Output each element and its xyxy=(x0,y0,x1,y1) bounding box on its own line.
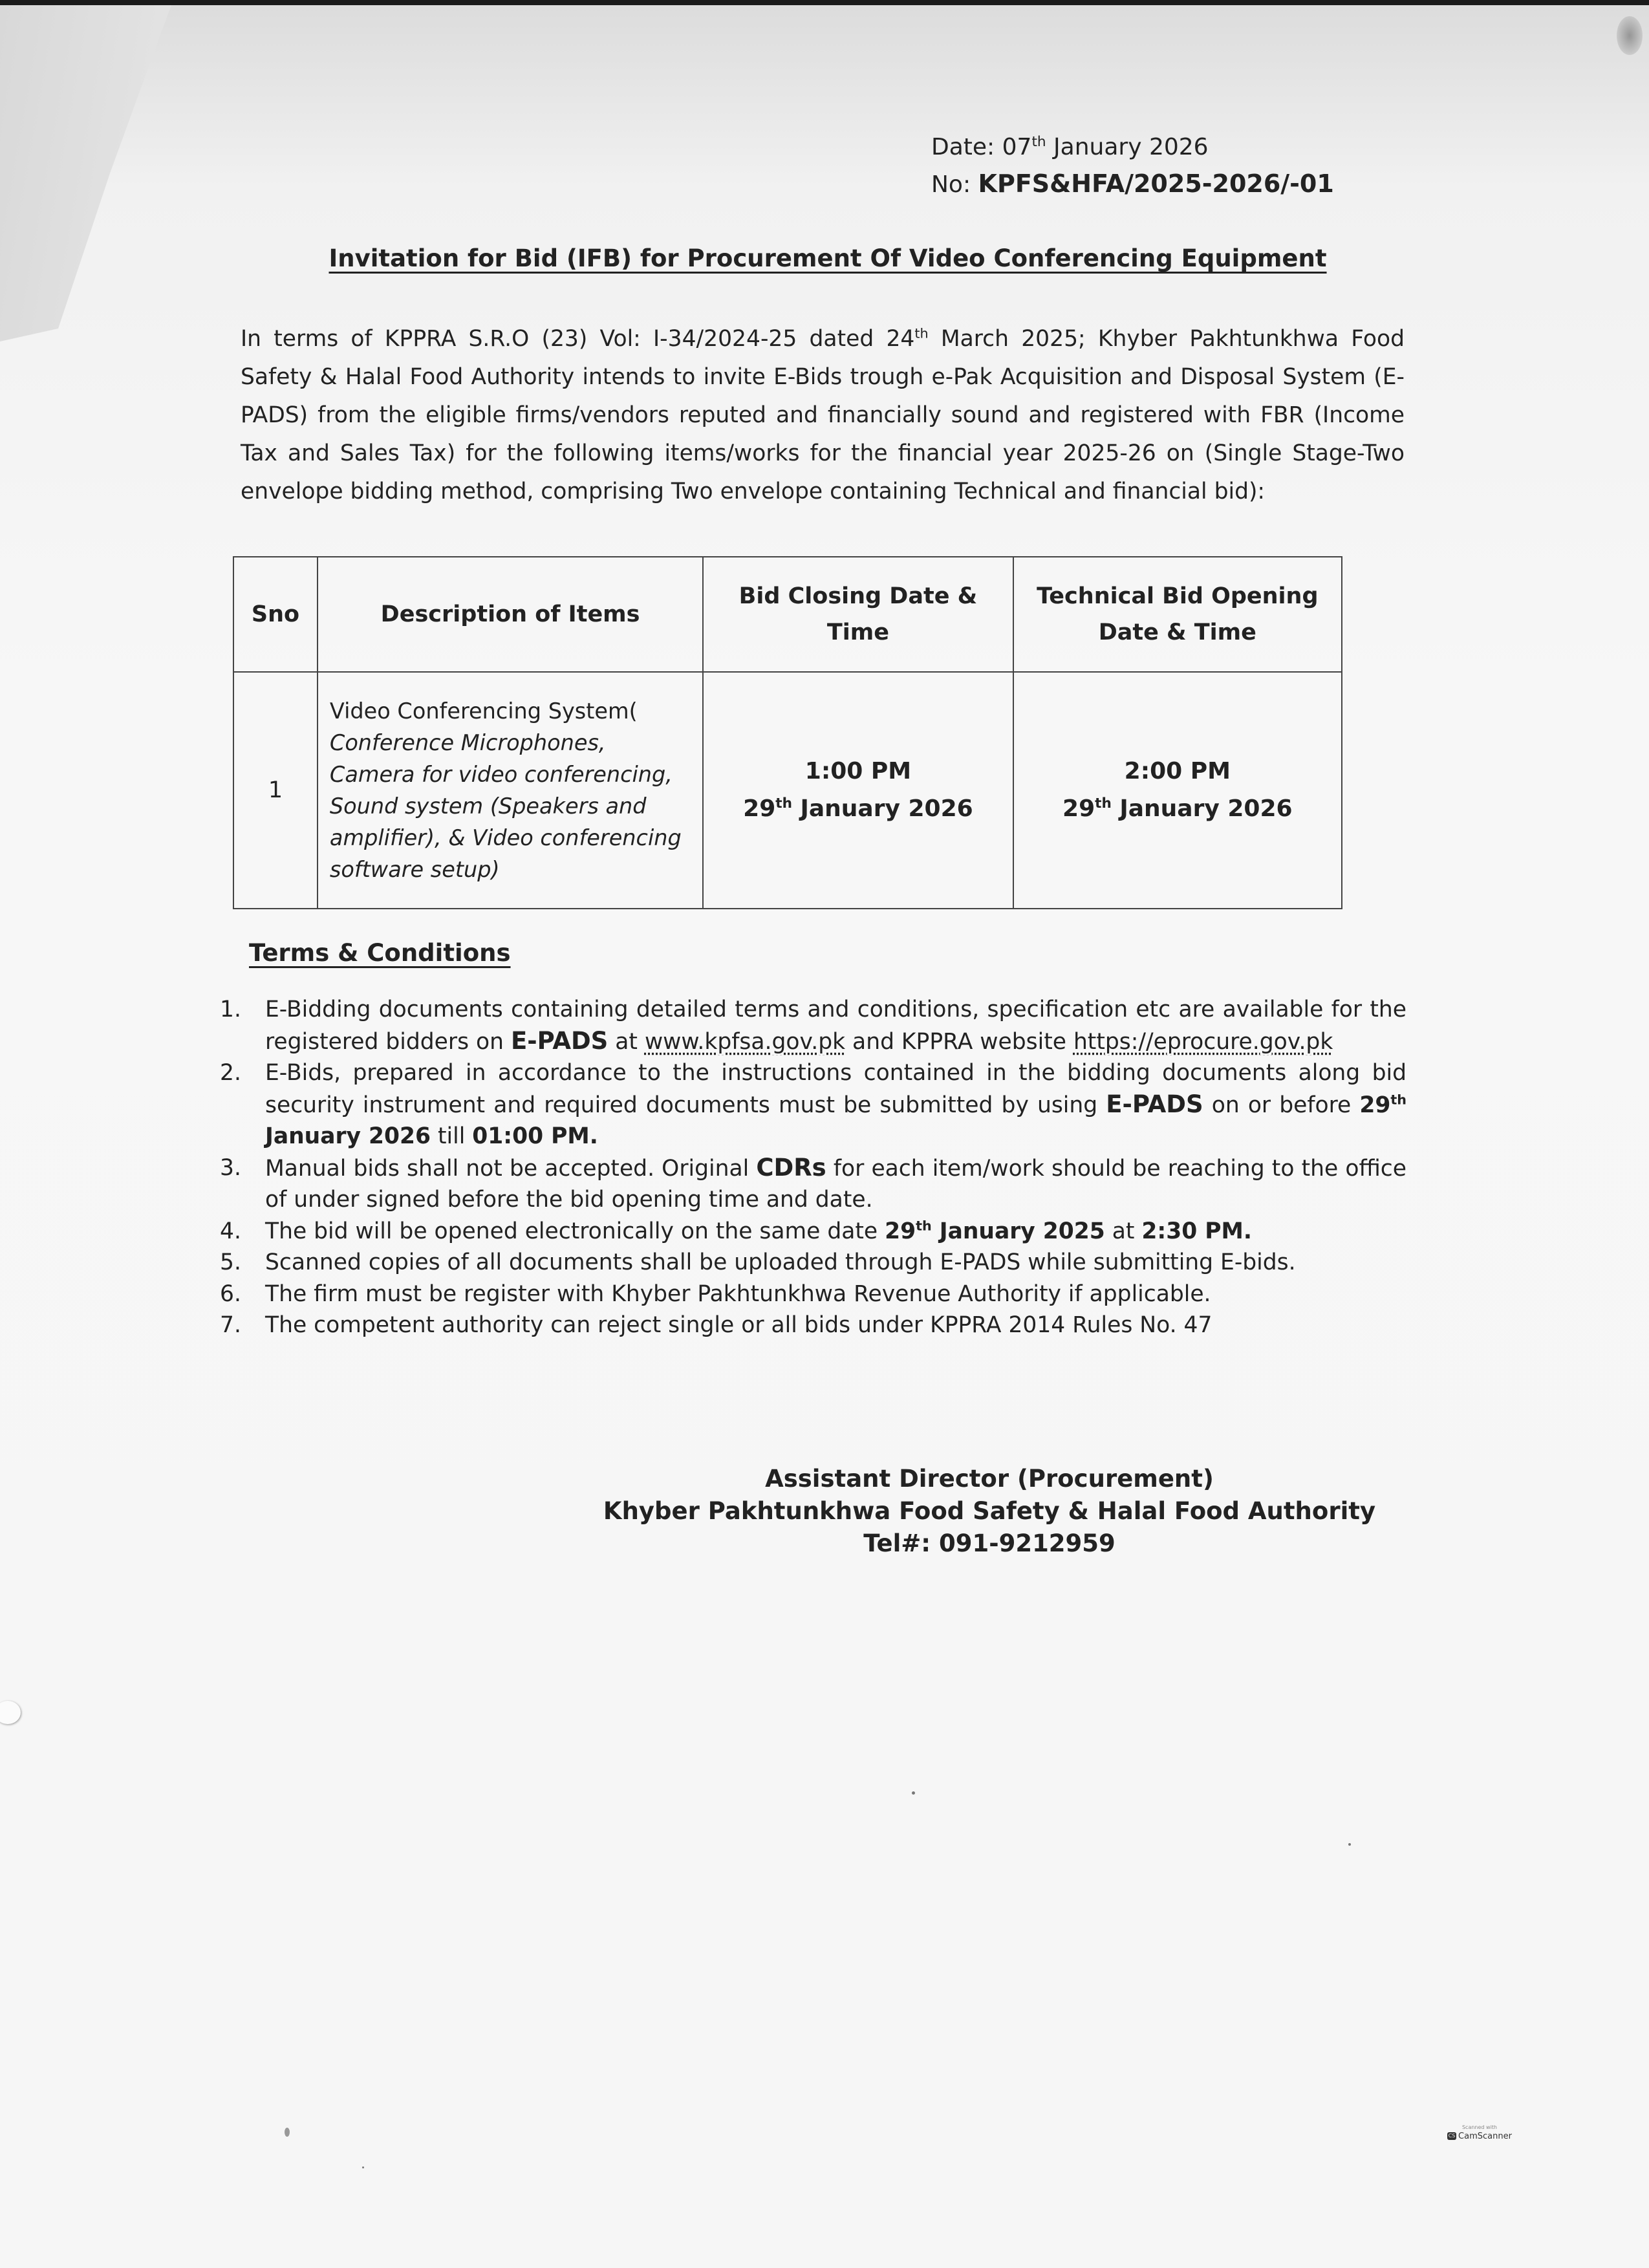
table-row xyxy=(233,672,1342,909)
scan-speck xyxy=(912,1791,915,1795)
kpfsa-website-link[interactable]: www.kpfsa.gov.pk xyxy=(644,1028,846,1055)
document-title: Invitation for Bid (IFB) for Procurement Of Video Conferencing Equipment xyxy=(329,244,1327,272)
cell-bid-opening: 2:00 PM 29th January 2026 xyxy=(1013,672,1342,909)
scan-speck xyxy=(1348,1843,1351,1846)
signatory-organization: Khyber Pakhtunkhwa Food Safety & Halal Food Authority xyxy=(603,1497,1376,1525)
camscanner-icon: CS xyxy=(1448,2133,1456,2139)
scan-speck xyxy=(285,2128,290,2137)
signature-block xyxy=(563,1463,1416,1560)
signatory-designation: Assistant Director (Procurement) xyxy=(765,1465,1214,1493)
terms-list xyxy=(220,994,1406,1341)
terms-item: 7. The competent authority can reject single or all bids under KPPRA 2014 Rules No. 47 xyxy=(220,1312,1212,1338)
eprocure-website-link[interactable]: https://eprocure.gov.pk xyxy=(1073,1028,1333,1055)
terms-item: 2. E-Bids, prepared in accordance to the instructions contained in the bidding documents along bid security instrument and required documents must be submitted by using E-PADS on or before 29th January 2026 till 01:00 PM. xyxy=(220,1060,1406,1149)
intro-paragraph: In terms of KPPRA S.R.O (23) Vol: I-34/2024-25 dated 24th March 2025; Khyber Pakhtunkhwa Food Safety & Halal Food Authority intends to invite E-Bids trough e-Pak Acquisition and Disposal System (E-PADS) from the eligible firms/vendors reputed and financially sound and registered with FBR (Income Tax and Sales Tax) for the following items/works for the financial year 2025-26 on (Single Stage-Two envelope bidding method, comprising Two envelope containing Technical and financial bid): xyxy=(241,325,1405,504)
bid-schedule-table xyxy=(233,556,1342,909)
date-reference-block xyxy=(931,129,1334,203)
header-bid-opening: Technical Bid Opening Date & Time xyxy=(1013,557,1342,672)
document-date: Date: 07th January 2026 xyxy=(931,134,1209,160)
terms-item: 5. Scanned copies of all documents shall be uploaded through E-PADS while submitting E-bids. xyxy=(220,1249,1296,1275)
cell-bid-closing: 1:00 PM 29th January 2026 xyxy=(703,672,1013,909)
table-header-row xyxy=(233,557,1342,672)
terms-item: 1. E-Bidding documents containing detailed terms and conditions, specification etc are available for the registered bidders on E-PADS at www.kpfsa.gov.pk and KPPRA website https://eprocure.gov.pk xyxy=(220,997,1406,1055)
cell-description: Video Conferencing System( Conference Microphones, Camera for video conferencing, Sound system (Speakers and amplifier), & Video conferencing software setup) xyxy=(318,672,703,909)
terms-item: 4. The bid will be opened electronically on the same date 29th January 2025 at 2:30 PM. xyxy=(220,1218,1252,1244)
terms-item: 3. Manual bids shall not be accepted. Original CDRs for each item/work should be reaching to the office of under signed before the bid opening time and date. xyxy=(220,1153,1407,1213)
header-sno: Sno xyxy=(233,557,318,672)
header-description: Description of Items xyxy=(318,557,703,672)
terms-item: 6. The firm must be register with Khyber Pakhtunkhwa Revenue Authority if applicable. xyxy=(220,1280,1211,1307)
camscanner-watermark: Scanned with CS CamScanner xyxy=(1448,2124,1512,2141)
header-bid-closing: Bid Closing Date & Time xyxy=(703,557,1013,672)
terms-heading: Terms & Conditions xyxy=(249,939,511,967)
cell-sno: 1 xyxy=(233,672,318,909)
document-reference-number: No: KPFS&HFA/2025-2026/-01 xyxy=(931,169,1334,198)
scan-speck xyxy=(362,2166,364,2168)
scan-smudge xyxy=(1617,16,1643,55)
signatory-phone: Tel#: 091-9212959 xyxy=(863,1529,1116,1557)
